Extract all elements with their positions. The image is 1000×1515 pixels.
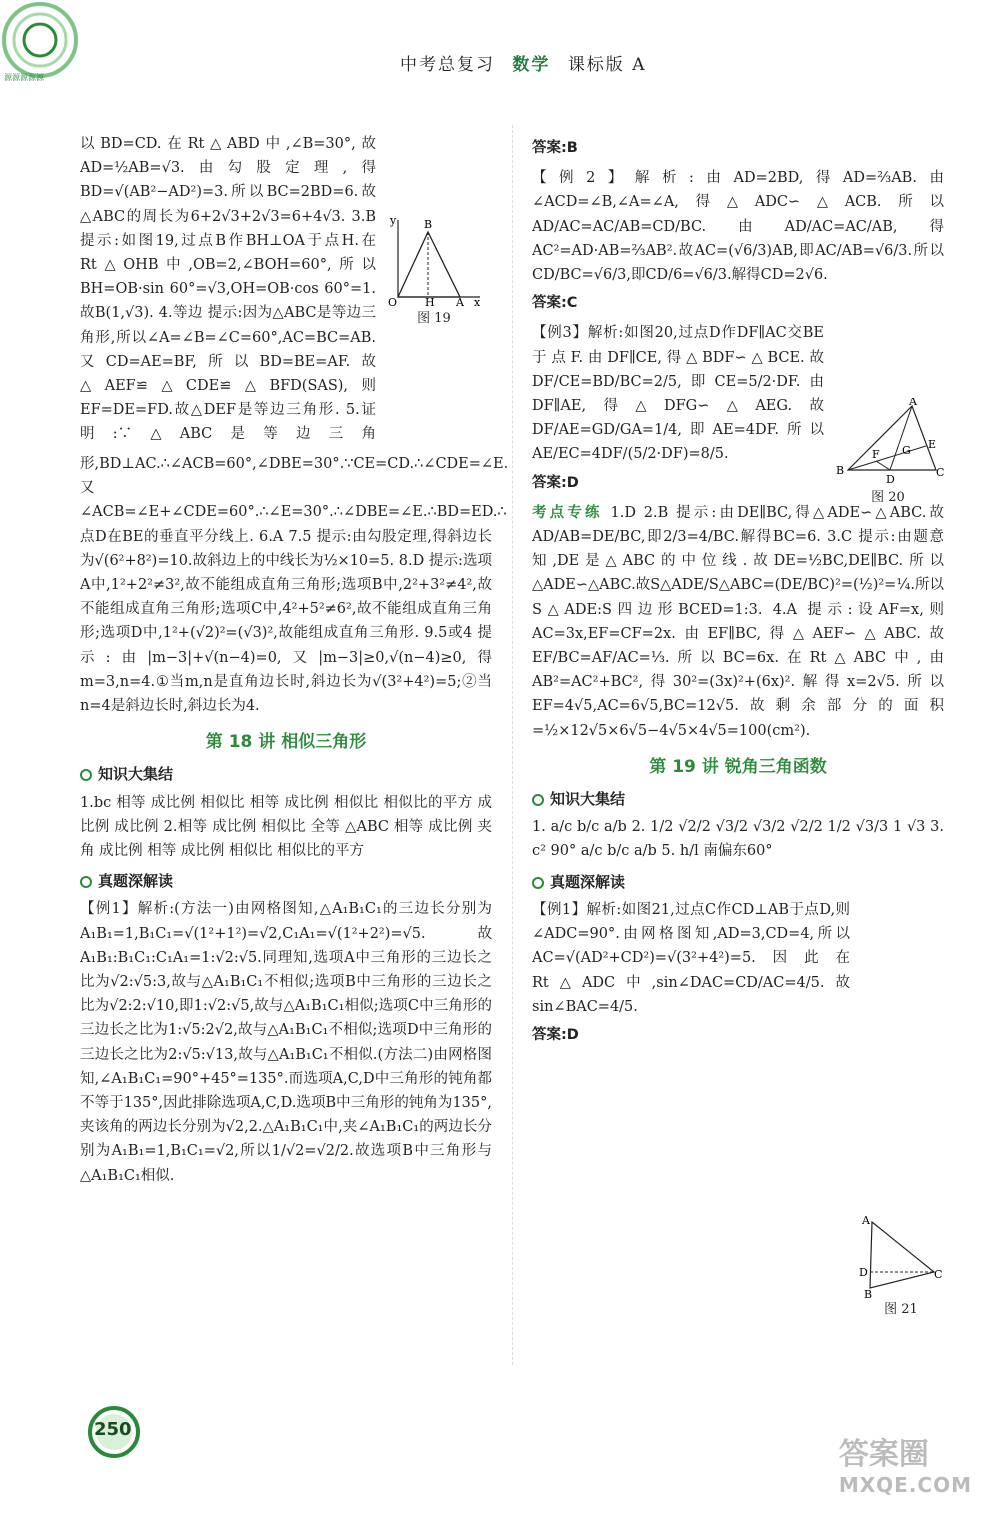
figure-20 xyxy=(832,398,944,505)
corner-logo xyxy=(0,0,90,90)
figure-21-caption: 图 21 xyxy=(884,1302,918,1317)
lecture19-example1: 【例1】解析:如图21,过点C作CD⊥AB于点D,则∠ADC=90°.由网格图知,AD=3,CD=4,所以AC=√(AD²+CD²)=√(3²+4²)=5.因此在Rt△ADC中,sin∠DAC=CD/AC=4/5.故sin∠BAC=4/5. xyxy=(532,901,850,1015)
fig20-point: F xyxy=(872,448,880,461)
column-divider xyxy=(512,125,514,1365)
figure-20-caption: 图 20 xyxy=(871,490,905,505)
figure-19 xyxy=(384,212,484,326)
page-header xyxy=(400,50,647,75)
logo-text: 源源源源源 xyxy=(4,73,44,82)
header-subject: 数学 xyxy=(512,55,551,75)
watermark-sub: MXQE.COM xyxy=(838,1473,972,1497)
right-column xyxy=(532,132,944,1053)
lecture18-knowledge: 1.bc 相等 成比例 相似比 相等 成比例 相似比 相似比的平方 成比例 成比例 2.相等 成比例 相似比 全等 △ABC 相等 成比例 夹角 成比例 相等 成比例 相似比 相似比的平方 xyxy=(80,794,492,860)
watermark xyxy=(839,1429,972,1497)
lecture19-title: 第 19 讲 锐角三角函数 xyxy=(649,756,827,777)
lecture18-exam-heading: 真题深解读 xyxy=(80,869,492,893)
header-book: 中考总复习 xyxy=(400,55,495,75)
header-edition: 课标版 A xyxy=(567,55,647,75)
fig21-point: C xyxy=(934,1268,943,1281)
page-number: 250 xyxy=(94,1419,132,1440)
lecture18-example2: 【例2】解析:由AD=2BD,得AD=⅔AB.由∠ACD=∠B,∠A=∠A,得△ADC∽△ACB.所以AD/AC=AC/AB=CD/BC.由AD/AC=AC/AB,得AC²=AD·AB=⅔AB².故AC=(√6/3)AB,即AC/AB=√6/3.所以CD/BC=√6/3,即CD/6=√6/3.解得CD=2√6. xyxy=(532,170,944,284)
section-dot-icon xyxy=(80,769,92,781)
example1-answer: 答案:B xyxy=(532,140,578,156)
fig21-point: D xyxy=(859,1266,868,1279)
fig19-point: H xyxy=(425,296,435,307)
example3-answer: 答案:D xyxy=(532,474,579,491)
left-intro-text: 以BD=CD.在Rt△ABD中,∠B=30°,故AD=½AB=√3.由勾股定理,得BD=√(AB²−AD²)=3.所以BC=2BD=6.故△ABC的周长为6+2√3+2√3=6+4√3. 3.B 提示:如图19,过点B作BH⊥OA于点H.在Rt△OHB中,OB=2,∠BOH=60°,所以BH=OB·sin 60°=√3,OH=OB·cos 60°=1.故B(1,√3). 4.等边 提示:因为△ABC是等边三角形,所以∠A=∠B=∠C=60°,AC=BC=AB.又CD=AE=BF,所以BD=BE=AF.故△AEF≌△CDE≌△BFD(SAS),则EF=DE=FD.故△DEF是等边三角形. 5.证明:∵△ABC是等边三角形,BD⊥AC.∴∠ACB=60°,∠DBE=30°.∵CE=CD.∴∠CDE=∠E.又∠ACB=∠E+∠CDE=60°.∴∠E=30°.∴∠DBE=∠E.∴BD=ED.∴点D在BE的垂直平分线上. 6.A 7.5 提示:由勾股定理,得斜边长为√(6²+8²)=10.故斜边上的中线长为½×10=5. 8.D 提示:选项A中,1²+2²≠3²,故不能组成直角三角形;选项B中,2²+3²≠4²,故不能组成直角三角形;选项C中,4²+5²≠6²,故不能组成直角三角形;选项D中,1²+(√2)²=(√3)²,故能组成直角三角形. 9.5或4 提示:由|m−3|+√(n−4)=0,又|m−3|≥0,√(n−4)≥0,得m=3,n=4.①当m,n是直角边长时,斜边长为√(3²+4²)=5;②当n=4是斜边长时,斜边长为4. xyxy=(80,136,509,715)
watermark-main: 答案圈 xyxy=(838,1437,929,1472)
fig19-point: O xyxy=(388,296,398,307)
fig21-point: B xyxy=(864,1288,873,1298)
fig20-point: G xyxy=(902,444,911,457)
figure-19-caption: 图 19 xyxy=(417,311,451,326)
section-dot-icon xyxy=(532,794,544,806)
lecture18-example1: 【例1】解析:(方法一)由网格图知,△A₁B₁C₁的三边长分别为A₁B₁=1,B₁C₁=√(1²+1²)=√2,C₁A₁=√(1²+2²)=√5.故A₁B₁:B₁C₁:C₁A₁=1:√2:√5.同理知,选项A中三角形的三边长之比为√2:√5:3,故与△A₁B₁C₁不相似;选项B中三角形的三边长之比为√2:2:√10,即1:√2:√5,故与△A₁B₁C₁相似;选项C中三角形的三边长之比为1:√5:2√2,故与△A₁B₁C₁不相似;选项D中三角形的三边长之比为2:√5:√13,故与△A₁B₁C₁不相似.(方法二)由网格图知,∠A₁B₁C₁=90°+45°=135°.而选项A,C,D中三角形的钝角都不等于135°,因此排除选项A,C,D.选项B中三角形的钝角为135°,夹该角的两边长分别为√2,2.△A₁B₁C₁中,夹∠A₁B₁C₁的两边长分别为A₁B₁=1,B₁C₁=√2,所以1/√2=√2/2.故选项B中三角形与△A₁B₁C₁相似. xyxy=(80,901,492,1184)
figure-21 xyxy=(858,1216,944,1317)
section-dot-icon xyxy=(532,877,544,889)
lecture18-title: 第 18 讲 相似三角形 xyxy=(205,732,367,753)
section-dot-icon xyxy=(80,876,92,888)
fig20-point: D xyxy=(886,473,895,486)
example2-answer: 答案:C xyxy=(532,295,578,312)
lecture18-example3: 【例3】解析:如图20,过点D作DF∥AC交BE于点F.由DF∥CE,得△BDF∽△BCE.故DF/CE=BD/BC=2/5,即CE=5/2·DF.由DF∥AE,得△DFG∽△AEG.故DF/AE=GD/GA=1/4,即AE=4DF.所以AE/EC=4DF/(5/2·DF)=8/5. xyxy=(532,325,824,463)
lecture18-special-practice: 考点专练 1.D 2.B 提示:由DE∥BC,得△ADE∽△ABC.故AD/AB=DE/BC,即2/3=4/BC.解得BC=6. 3.C 提示:由题意知,DE是△ABC的中位线.故DE=½BC,DE∥BC.所以△ADE∽△ABC.故S△ADE/S△ABC=(DE/BC)²=(½)²=¼.所以S△ADE:S四边形BCED=1:3. 4.A 提示:设AF=x,则AC=3x,EF=CF=2x.由EF∥BC,得△AEF∽△ABC.故EF/BC=AF/AC=⅓.所以BC=6x.在Rt△ABC中,由AB²=AC²+BC²,得30²=(3x)²+(6x)².解得x=2√5.所以EF=4√5,AC=6√5,BC=12√5.故剩余部分的面积=½×12√5×6√5−4√5×4√5=100(cm²). xyxy=(532,503,945,739)
fig19-point: x xyxy=(474,296,481,307)
fig19-point: A xyxy=(456,296,464,307)
lecture19-knowledge-heading: 知识大集结 xyxy=(532,787,944,811)
fig20-point: A xyxy=(909,398,917,408)
fig20-point: C xyxy=(936,466,944,479)
lecture19-exam-heading: 真题深解读 xyxy=(532,870,944,894)
fig20-point: B xyxy=(836,464,845,477)
special-practice-heading: 考点专练 xyxy=(532,503,603,521)
fig19-point: y xyxy=(390,214,397,227)
fig21-spacer xyxy=(858,898,944,1010)
lecture18-knowledge-heading: 知识大集结 xyxy=(80,762,492,786)
fig20-point: E xyxy=(928,438,937,451)
fig19-point: B xyxy=(424,218,433,231)
lecture19-example1-answer: 答案:D xyxy=(532,1026,579,1043)
fig21-point: A xyxy=(862,1216,870,1227)
lecture19-knowledge: 1. a/c b/c a/b 2. 1/2 √2/2 √3/2 √3/2 √2/2 1/2 √3/3 1 √3 3. c² 90° a/c b/c a/b 5. h/l 南偏东60° xyxy=(532,819,944,860)
